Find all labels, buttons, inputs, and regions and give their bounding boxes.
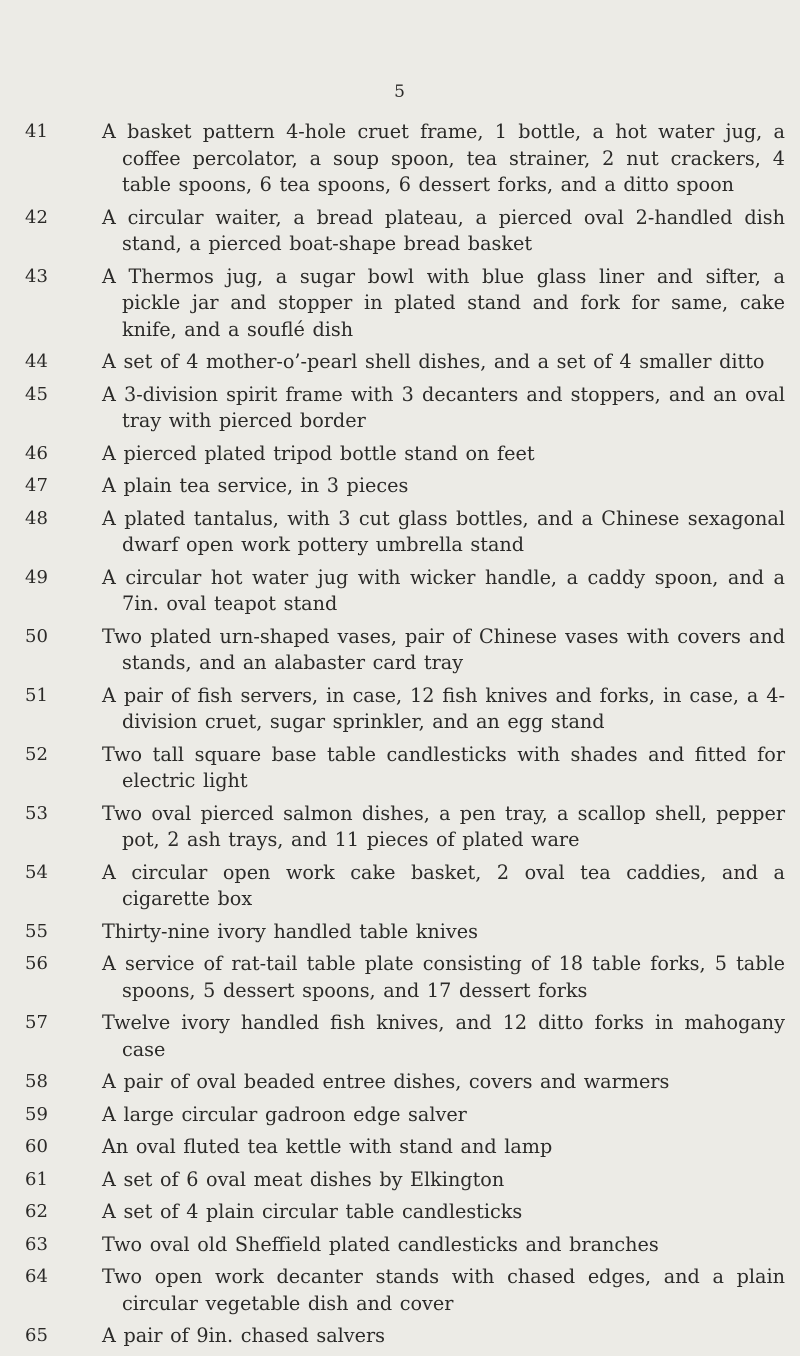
lot-description: A 3-division spirit frame with 3 decanters and stoppers, and an oval tray with pierced border bbox=[102, 382, 785, 432]
lot-description: A set of 6 oval meat dishes by Elkington bbox=[102, 1167, 505, 1191]
lot-description: A Thermos jug, a sugar bowl with blue glass liner and sifter, a pickle jar and stopper in plated stand and fork for same, cake knife, and a souflé dish bbox=[102, 264, 785, 341]
lot-entry bbox=[25, 1323, 785, 1350]
lot-entry bbox=[25, 506, 785, 559]
lot-entry bbox=[25, 860, 785, 913]
lot-entry bbox=[25, 919, 785, 946]
lot-number: 47 bbox=[25, 475, 48, 496]
lot-number: 59 bbox=[25, 1103, 48, 1125]
lot-number: 60 bbox=[25, 1136, 48, 1157]
lot-number: 64 bbox=[25, 1266, 48, 1287]
lot-entry bbox=[25, 205, 785, 258]
lot-description: Twelve ivory handled fish knives, and 12 ditto forks in mahogany case bbox=[102, 1011, 785, 1061]
lot-description: A plated tantalus, with 3 cut glass bottles, and a Chinese sexagonal dwarf open work pottery umbrella stand bbox=[102, 506, 785, 556]
lot-entry bbox=[25, 1264, 785, 1317]
lot-entry bbox=[25, 951, 785, 1004]
lot-description: A circular open work cake basket, 2 oval tea caddies, and a cigarette box bbox=[102, 860, 785, 910]
lot-number: 58 bbox=[25, 1071, 48, 1092]
lot-description: A large circular gadroon edge salver bbox=[102, 1102, 467, 1126]
lot-number: 46 bbox=[25, 442, 48, 464]
lot-entry bbox=[25, 1102, 785, 1129]
lot-number: 55 bbox=[25, 920, 48, 942]
lot-entry bbox=[25, 1199, 785, 1226]
lot-number: 49 bbox=[25, 566, 48, 588]
lot-entry bbox=[25, 624, 785, 677]
lot-number: 51 bbox=[25, 684, 48, 706]
lot-entry bbox=[25, 441, 785, 468]
lot-entry bbox=[25, 382, 785, 435]
lot-number: 43 bbox=[25, 265, 48, 287]
lot-number: 44 bbox=[25, 351, 48, 372]
lot-number: 61 bbox=[25, 1168, 48, 1190]
lot-description: A pair of oval beaded entree dishes, covers and warmers bbox=[102, 1070, 670, 1093]
lot-entry bbox=[25, 1167, 785, 1194]
lot-description: A circular waiter, a bread plateau, a pierced oval 2-handled dish stand, a pierced boat-shape bread basket bbox=[102, 205, 785, 255]
lot-description: Two plated urn-shaped vases, pair of Chinese vases with covers and stands, and an alabaster card tray bbox=[102, 624, 785, 674]
lot-entry bbox=[25, 801, 785, 854]
lot-number: 50 bbox=[25, 625, 48, 647]
lot-entry bbox=[25, 1010, 785, 1063]
lot-number: 57 bbox=[25, 1012, 48, 1033]
lot-entry bbox=[25, 565, 785, 618]
lot-description: Thirty-nine ivory handled table knives bbox=[102, 919, 478, 943]
lot-description: A plain tea service, in 3 pieces bbox=[102, 474, 409, 497]
page-number: 5 bbox=[394, 82, 406, 102]
lot-description: An oval fluted tea kettle with stand and lamp bbox=[102, 1135, 553, 1158]
lot-description: A basket pattern 4-hole cruet frame, 1 bottle, a hot water jug, a coffee percolator, a soup spoon, tea strainer, 2 nut crackers, 4 table spoons, 6 tea spoons, 6 dessert forks, and a ditto spoon bbox=[102, 120, 785, 196]
lot-number: 42 bbox=[25, 206, 48, 228]
lot-entry bbox=[25, 119, 785, 199]
lot-number: 56 bbox=[25, 953, 48, 974]
lot-description: A circular hot water jug with wicker handle, a caddy spoon, and a 7in. oval teapot stand bbox=[102, 565, 785, 615]
lot-list bbox=[25, 119, 785, 1356]
lot-description: A set of 4 mother-o’-pearl shell dishes, and a set of 4 smaller ditto bbox=[102, 350, 765, 373]
lot-entry bbox=[25, 349, 785, 376]
lot-entry bbox=[25, 473, 785, 500]
lot-number: 48 bbox=[25, 507, 48, 529]
lot-description: A pierced plated tripod bottle stand on feet bbox=[102, 441, 535, 465]
lot-description: A pair of 9in. chased salvers bbox=[102, 1324, 386, 1347]
lot-number: 63 bbox=[25, 1233, 48, 1255]
lot-description: Two open work decanter stands with chased edges, and a plain circular vegetable dish and cover bbox=[102, 1265, 785, 1315]
lot-number: 62 bbox=[25, 1201, 48, 1222]
lot-number: 41 bbox=[25, 121, 48, 142]
lot-number: 45 bbox=[25, 383, 48, 405]
lot-number: 54 bbox=[25, 861, 48, 883]
lot-description: A pair of fish servers, in case, 12 fish knives and forks, in case, a 4-division cruet, sugar sprinkler, and an egg stand bbox=[102, 683, 785, 733]
lot-description: Two tall square base table candlesticks with shades and fitted for electric light bbox=[102, 742, 785, 792]
lot-entry bbox=[25, 1134, 785, 1161]
lot-description: Two oval old Sheffield plated candlesticks and branches bbox=[102, 1232, 659, 1256]
lot-entry bbox=[25, 1232, 785, 1259]
lot-number: 65 bbox=[25, 1325, 48, 1346]
lot-description: A set of 4 plain circular table candlesticks bbox=[102, 1200, 523, 1223]
lot-description: A service of rat-tail table plate consisting of 18 table forks, 5 table spoons, 5 dessert spoons, and 17 dessert forks bbox=[102, 952, 785, 1002]
lot-entry bbox=[25, 683, 785, 736]
lot-number: 52 bbox=[25, 743, 48, 765]
lot-entry bbox=[25, 264, 785, 344]
lot-number: 53 bbox=[25, 802, 48, 824]
lot-entry bbox=[25, 1069, 785, 1096]
lot-description: Two oval pierced salmon dishes, a pen tray, a scallop shell, pepper pot, 2 ash trays, and 11 pieces of plated ware bbox=[102, 801, 785, 851]
lot-entry bbox=[25, 742, 785, 795]
